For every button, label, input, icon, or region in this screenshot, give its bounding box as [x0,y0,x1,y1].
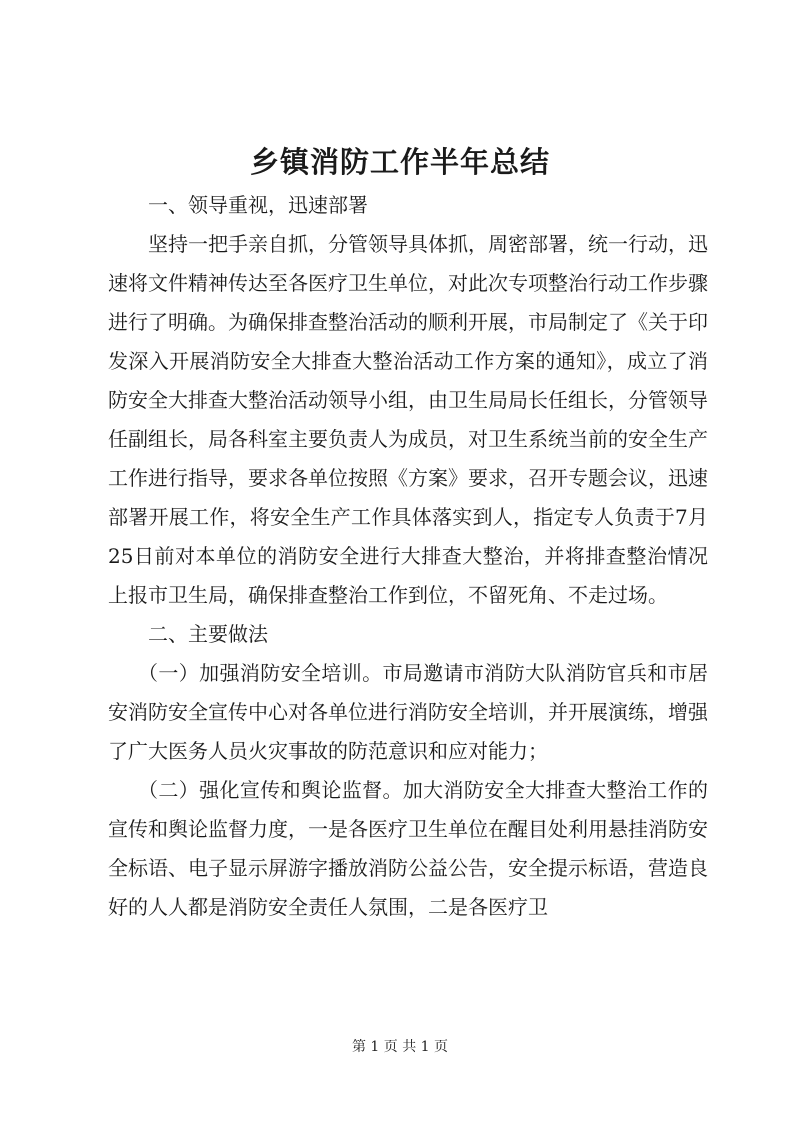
item-1-paragraph: （一）加强消防安全培训。市局邀请市消防大队消防官兵和市居安消防安全宣传中心对各单位进行消防安全培训，并开展演练，增强了广大医务人员火灾事故的防范意识和应对能力； [108,661,708,763]
section-2-heading: 二、主要做法 [148,622,268,646]
section-1-heading: 一、领导重视，迅速部署 [148,193,368,217]
item-2-paragraph: （二）强化宣传和舆论监督。加大消防安全大排查大整治工作的宣传和舆论监督力度，一是各医疗卫生单位在醒目处利用悬挂消防安全标语、电子显示屏游字播放消防公益公告，安全提示标语，营造良好的人人都是消防安全责任人氛围，二是各医疗卫 [108,778,708,919]
document-body [108,186,708,927]
document-title: 乡镇消防工作半年总结 [249,145,550,179]
page-footer: 第 1 页 共 1 页 [351,1039,449,1055]
section-1-paragraph: 坚持一把手亲自抓，分管领导具体抓，周密部署，统一行动，迅速将文件精神传达至各医疗卫生单位，对此次专项整治行动工作步骤进行了明确。为确保排查整治活动的顺利开展，市局制定了《关于印发深入开展消防安全大排查大整治活动工作方案的通知》，成立了消防安全大排查大整治活动领导小组，由卫生局局长任组长，分管领导任副组长，局各科室主要负责人为成员，对卫生系统当前的安全生产工作进行指导，要求各单位按照《方案》要求，召开专题会议，迅速部署开展工作，将安全生产工作具体落实到人，指定专人负责于7月25日前对本单位的消防安全进行大排查大整治，并将排查整治情况上报市卫生局，确保排查整治工作到位，不留死角、不走过场。 [108,232,708,607]
